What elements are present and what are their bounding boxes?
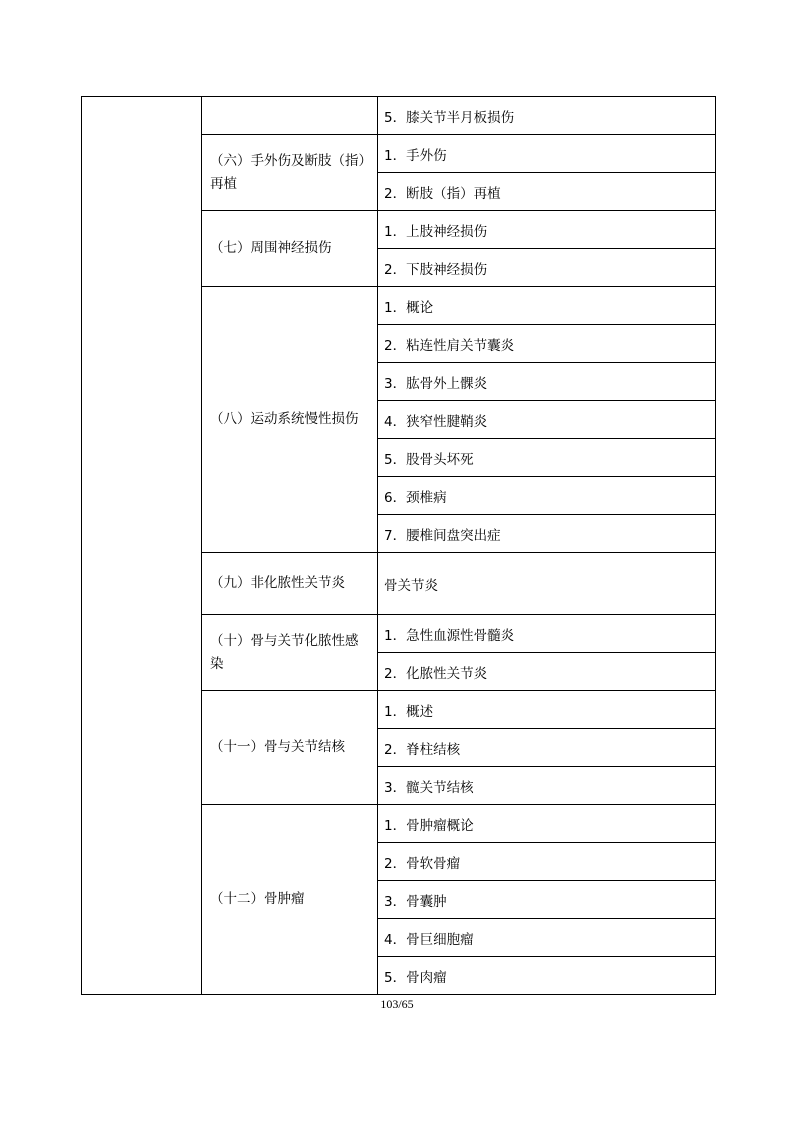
section-title: （十）骨与关节化脓性感染 [202,615,378,691]
category-cell [82,97,202,995]
list-item: 1．概述 [378,691,716,729]
page-number: 103/65 [380,997,414,1011]
section-title: （六）手外伤及断肢（指）再植 [202,135,378,211]
list-item: 4．骨巨细胞瘤 [378,919,716,957]
list-item: 5．股骨头坏死 [378,439,716,477]
list-item: 1．概论 [378,287,716,325]
section-title [202,97,378,135]
list-item: 1．手外伤 [378,135,716,173]
list-item: 1．急性血源性骨髓炎 [378,615,716,653]
list-item: 3．肱骨外上髁炎 [378,363,716,401]
list-item: 6．颈椎病 [378,477,716,515]
list-item: 3．骨囊肿 [378,881,716,919]
list-item: 2．骨软骨瘤 [378,843,716,881]
list-item: 7．腰椎间盘突出症 [378,515,716,553]
section-title: （九）非化脓性关节炎 [202,553,378,615]
list-item: 5．骨肉瘤 [378,957,716,995]
syllabus-table [81,96,716,995]
list-item: 2．化脓性关节炎 [378,653,716,691]
section-title: （八）运动系统慢性损伤 [202,287,378,553]
list-item: 骨关节炎 [378,553,716,615]
list-item: 4．狭窄性腱鞘炎 [378,401,716,439]
list-item: 5．膝关节半月板损伤 [378,97,716,135]
list-item: 2．脊柱结核 [378,729,716,767]
list-item: 2．断肢（指）再植 [378,173,716,211]
list-item: 2．下肢神经损伤 [378,249,716,287]
list-item: 1．骨肿瘤概论 [378,805,716,843]
table-row [82,97,716,135]
section-title: （七）周围神经损伤 [202,211,378,287]
list-item: 3．髋关节结核 [378,767,716,805]
section-title: （十一）骨与关节结核 [202,691,378,805]
list-item: 1．上肢神经损伤 [378,211,716,249]
section-title: （十二）骨肿瘤 [202,805,378,995]
list-item: 2．粘连性肩关节囊炎 [378,325,716,363]
